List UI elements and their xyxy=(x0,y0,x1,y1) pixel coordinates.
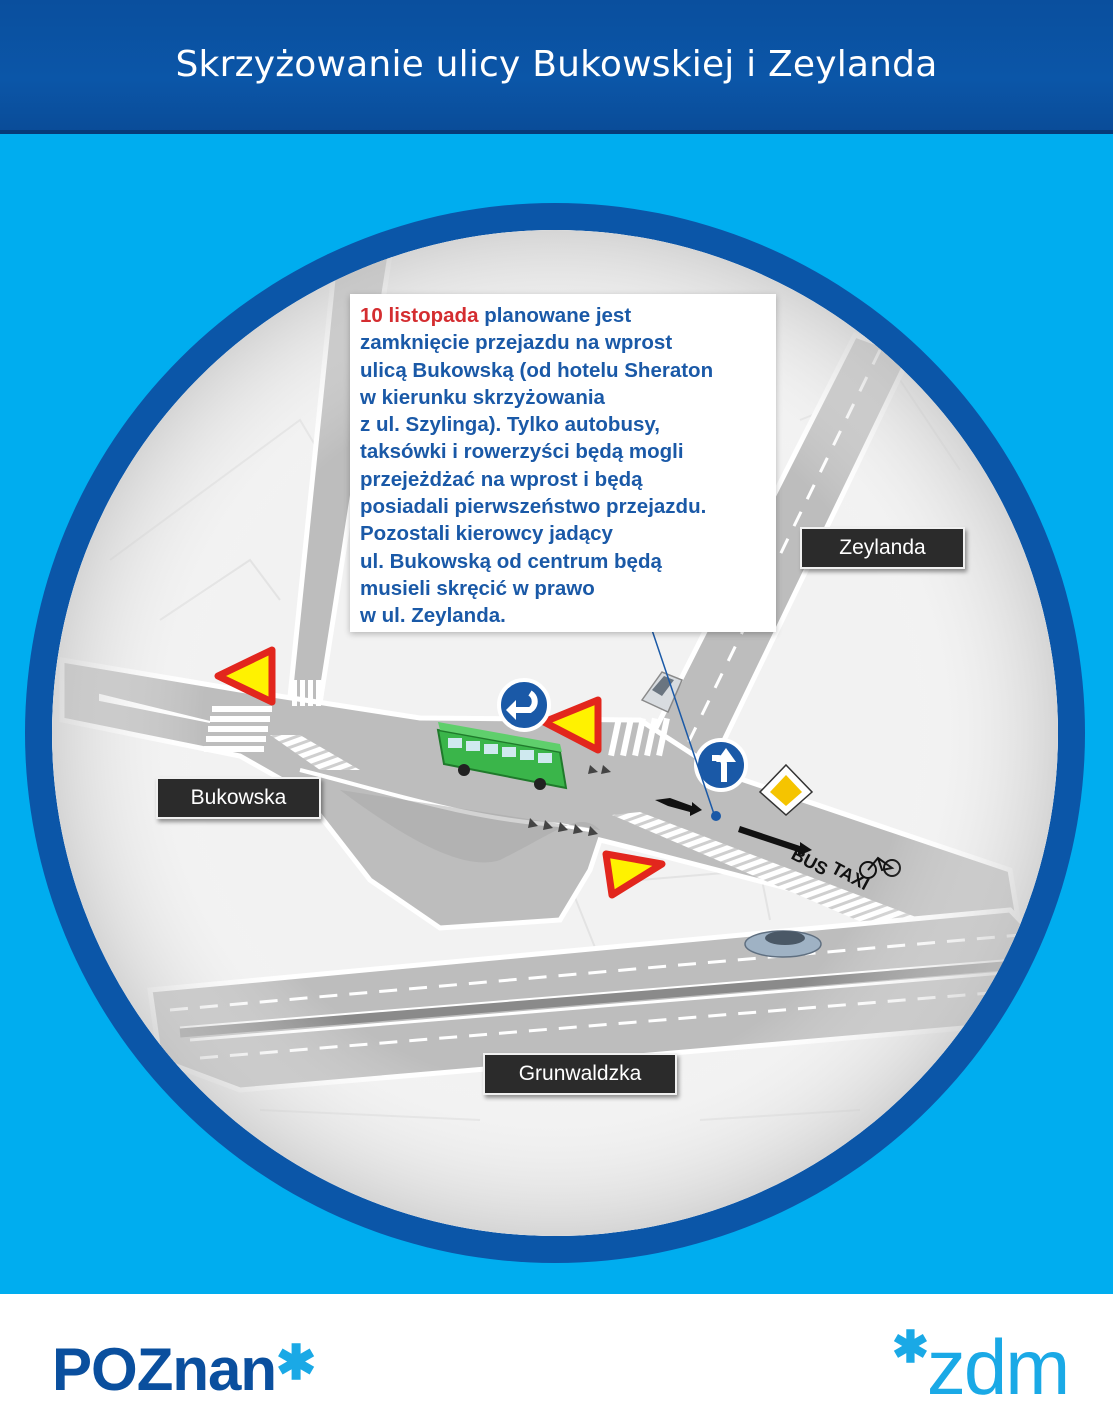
street-label-grunwaldzka: Grunwaldzka xyxy=(483,1053,677,1095)
info-line: w kierunku skrzyżowania xyxy=(360,385,605,409)
info-line: ulicą Bukowską (od hotelu Sheraton xyxy=(360,358,714,382)
info-box xyxy=(350,294,776,632)
asterisk-icon: ✱ xyxy=(276,1337,316,1390)
info-line: zamknięcie przejazdu na wprost xyxy=(360,331,673,355)
info-line: przejeżdżać na wprost i będą xyxy=(360,467,643,491)
page-title: Skrzyżowanie ulicy Bukowskiej i Zeylanda xyxy=(175,44,938,85)
poznan-logo xyxy=(52,1335,315,1404)
info-line: musieli skręcić w prawo xyxy=(360,576,595,600)
info-line: planowane jest xyxy=(484,304,632,327)
street-label-zeylanda: Zeylanda xyxy=(800,527,965,569)
poznan-logo-text: POZnan xyxy=(52,1336,277,1403)
info-text xyxy=(360,302,772,630)
header-bar xyxy=(0,0,1113,132)
info-date: 10 listopada xyxy=(360,304,479,327)
info-line: w ul. Zeylanda. xyxy=(360,604,506,628)
zdm-logo xyxy=(892,1322,1068,1413)
info-line: taksówki i rowerzyści będą mogli xyxy=(360,440,684,464)
info-line: posiadali pierwszeństwo przejazdu. xyxy=(360,495,707,519)
zdm-logo-text: zdm xyxy=(926,1323,1069,1411)
info-line: z ul. Szylinga). Tylko autobusy, xyxy=(360,413,660,437)
asterisk-icon: ✱ xyxy=(892,1323,927,1372)
info-line: Pozostali kierowcy jadący xyxy=(360,522,613,546)
info-line: ul. Bukowską od centrum będą xyxy=(360,549,662,573)
street-label-bukowska: Bukowska xyxy=(156,777,321,819)
